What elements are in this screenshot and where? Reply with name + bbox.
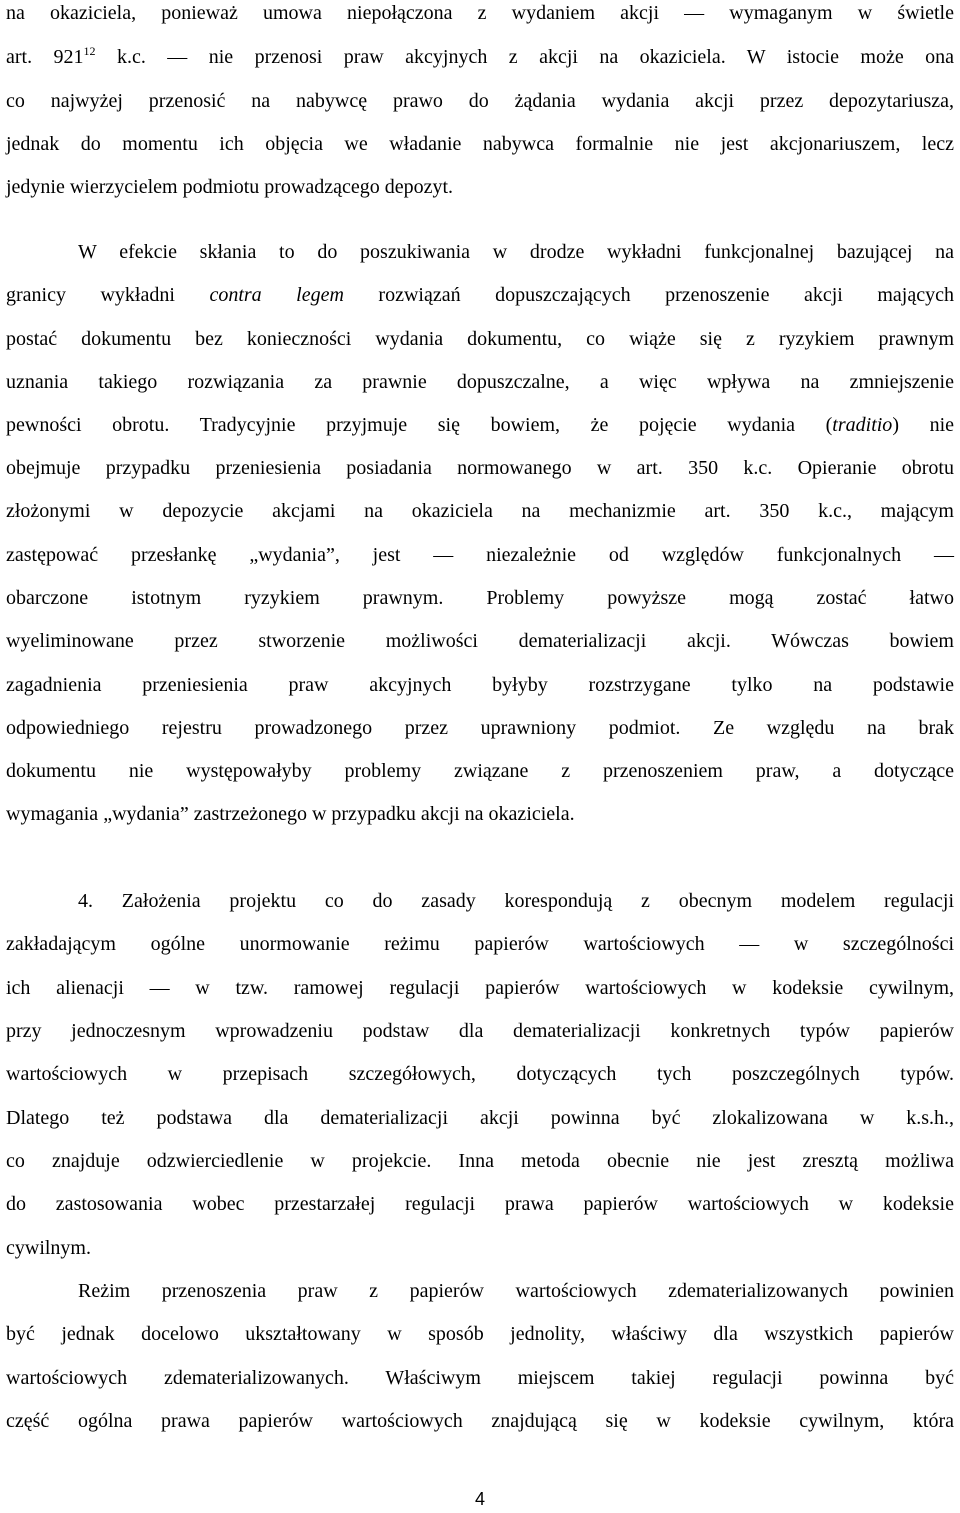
text-line: wymagania „wydania” zastrzeżonego w przypadku akcji na okaziciela. <box>6 803 575 825</box>
text-line: zakładającym ogólne unormowanie reżimu papierów wartościowych — w szczególności <box>6 933 954 955</box>
text-line: zastępować przesłankę „wydania”, jest — niezależnie od względów funkcjonalnych — <box>6 544 954 566</box>
text-line: dokumentu nie występowałyby problemy związane z przenoszeniem praw, a dotyczące <box>6 760 954 782</box>
text-line: Dlatego też podstawa dla dematerializacji akcji powinna być zlokalizowana w k.s.h., <box>6 1107 954 1129</box>
text-line: do zastosowania wobec przestarzałej regulacji prawa papierów wartościowych w kodeksie <box>6 1193 954 1215</box>
page-number: 4 <box>474 1489 485 1509</box>
text-line: przy jednoczesnym wprowadzeniu podstaw dla dematerializacji konkretnych typów papierów <box>6 1020 954 1042</box>
text-line: być jednak docelowo ukształtowany w sposób jednolity, właściwy dla wszystkich papierów <box>6 1323 954 1345</box>
text-line: zagadnienia przeniesienia praw akcyjnych byłyby rozstrzygane tylko na podstawie <box>6 674 954 696</box>
text-line: cywilnym. <box>6 1237 91 1259</box>
text-line: co najwyżej przenosić na nabywcę prawo do żądania wydania akcji przez depozytariusza, <box>6 90 954 112</box>
article-reference: art. $921^{12}$ <box>6 44 96 68</box>
text-line: W efekcie skłania to do poszukiwania w drodze wykładni funkcjonalnej bazującej na <box>78 241 954 263</box>
text-line: wyeliminowane przez stworzenie możliwości dematerializacji akcji. Wówczas bowiem <box>6 630 954 652</box>
text-line: na okaziciela, ponieważ umowa niepołączona z wydaniem akcji — wymaganym w świetle <box>6 2 954 24</box>
text-line: pewności obrotu. Tradycyjnie przyjmuje się bowiem, że pojęcie wydania (traditio) nie <box>6 414 954 436</box>
text-line: 4. Założenia projektu co do zasady korespondują z obecnym modelem regulacji <box>78 890 954 912</box>
text-line: złożonymi w depozycie akcjami na okaziciela na mechanizmie art. 350 k.c., mającym <box>6 500 954 522</box>
text-line: Reżim przenoszenia praw z papierów wartościowych zdematerializowanych powinien <box>78 1280 954 1302</box>
text-line: część ogólna prawa papierów wartościowych znajdującą się w kodeksie cywilnym, która <box>6 1410 954 1432</box>
text-line: art. $921^{12}$ k.c. — nie przenosi praw akcyjnych z akcji na okaziciela. W istocie może ona <box>6 44 955 68</box>
text-line: ich alienacji — w tzw. ramowej regulacji papierów wartościowych w kodeksie cywilnym, <box>6 977 954 999</box>
text-line: granicy wykładni contra legem rozwiązań dopuszczających przenoszenie akcji mających <box>6 284 954 306</box>
text-line: obarczone istotnym ryzykiem prawnym. Problemy powyższe mogą zostać łatwo <box>6 587 954 609</box>
text-line: jedynie wierzycielem podmiotu prowadzącego depozyt. <box>6 176 454 198</box>
text-line: postać dokumentu bez konieczności wydania dokumentu, co wiąże się z ryzykiem prawnym <box>6 328 954 350</box>
text-line: uznania takiego rozwiązania za prawnie dopuszczalne, a więc wpływa na zmniejszenie <box>6 371 954 393</box>
text-line: wartościowych w przepisach szczegółowych, dotyczących tych poszczególnych typów. <box>6 1063 954 1085</box>
text-line: wartościowych zdematerializowanych. Właściwym miejscem takiej regulacji powinna być <box>6 1367 954 1389</box>
text-line: jednak do momentu ich objęcia we władanie nabywca formalnie nie jest akcjonariuszem, lecz <box>6 133 954 155</box>
text-line: odpowiedniego rejestru prowadzonego przez uprawniony podmiot. Ze względu na brak <box>6 717 954 739</box>
text-line: obejmuje przypadku przeniesienia posiadania normowanego w art. 350 k.c. Opieranie obrotu <box>6 457 954 479</box>
text-line: co znajduje odzwierciedlenie w projekcie. Inna metoda obecnie nie jest zresztą możliwa <box>6 1150 954 1172</box>
